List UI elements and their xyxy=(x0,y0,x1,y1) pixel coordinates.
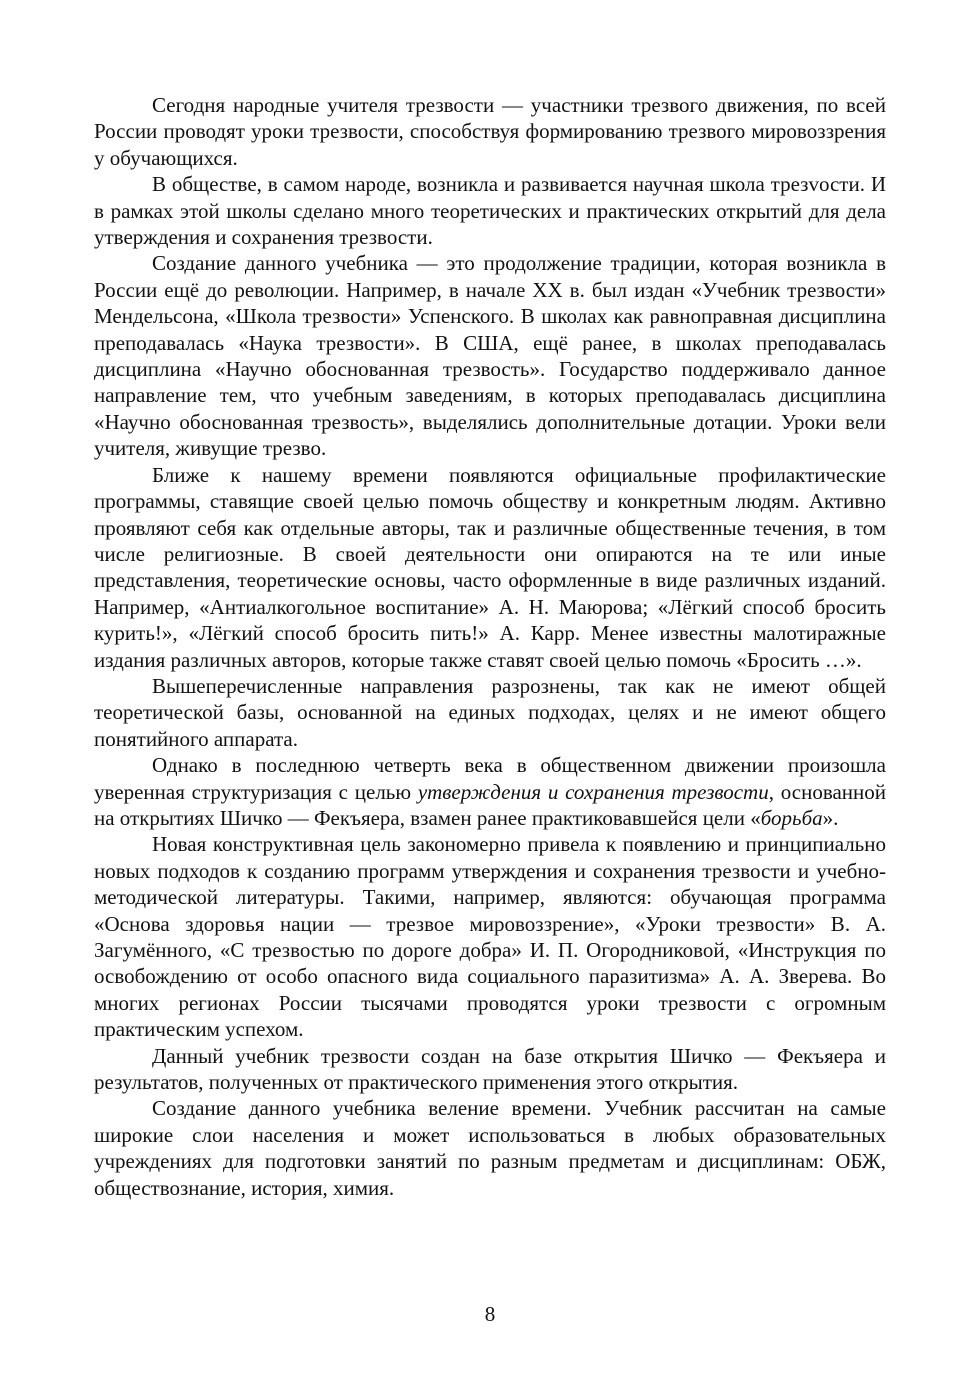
paragraph xyxy=(94,831,886,1042)
paragraph xyxy=(94,1043,886,1096)
text-segment: Ближе к нашему времени появляются официальные профилактические программы, ставящие своей целью помочь обществу и конкретным людям. Активно проявляют себя как отдельные авторы, так и различные общественные течения, в том числе религиозные. В своей деятельности они опираются на те или иные представления, теоретические основы, часто оформленные в виде различных изданий. Например, «Антиалкогольное воспитание» А. Н. Маюрова; «Лёгкий способ бросить курить!», «Лёгкий способ бросить пить!» А. Карр. Менее известны малотиражные издания различных авторов, которые также ставят своей целью помочь «Бросить …». xyxy=(94,462,886,672)
paragraph xyxy=(94,250,886,461)
paragraph xyxy=(94,1095,886,1201)
paragraph xyxy=(94,171,886,250)
paragraph xyxy=(94,752,886,831)
text-segment: В обществе, в самом народе, возникла и развивается научная школа трезvости. И в рамках этой школы сделано много теоретических и практических открытий для дела утверждения и сохранения трезвости. xyxy=(94,172,886,250)
text-segment: ». xyxy=(822,805,839,830)
text-segment: Однако в последнюю четверть века в общественном движении произошла уверенная структуризация с целью xyxy=(94,753,886,804)
paragraph xyxy=(94,462,886,673)
text-segment: Создание данного учебника веление времени. Учебник рассчитан на самые широкие слои населения и может использоваться в любых образовательных учреждениях для подготовки занятий по разным предметам и дисциплинам: ОБЖ, обществознание, история, химия. xyxy=(94,1096,886,1200)
text-segment: Новая конструктивная цель закономерно привела к появлению и принципиально новых подходов к созданию программ утверждения и сохранения трезвости и учебно-методической литературы. Такими, например, являются: обучающая программа «Основа здоровья нации — трезвое мировоззрение», «Уроки трезвости» В. А. Загумённого, «С трезвостью по дороге добра» И. П. Огородниковой, «Инструкция по освобождению от особо опасного вида социального паразитизма» А. А. Зверева. Во многих регионах России тысячами проводятся уроки трезвости с огромным практическим успехом. xyxy=(94,832,886,1042)
page-body xyxy=(94,92,886,1201)
paragraph xyxy=(94,92,886,171)
text-segment: Данный учебник трезвости создан на базе открытия Шичко — Фекъяера и результатов, полученных от практического применения этого открытия. xyxy=(94,1043,886,1095)
paragraph xyxy=(94,673,886,752)
italic-text-segment: борьба xyxy=(760,805,823,830)
text-segment: Вышеперечисленные направления разрознены, так как не имеют общей теоретической базы, основанной на единых подходах, целях и не имеют общего понятийного аппарата. xyxy=(94,673,886,751)
text-segment: Создание данного учебника — это продолжение традиции, которая возникла в России ещё до революции. Например, в начале XX в. был издан «Учебник трезвости» Мендельсона, «Школа трезвости» Успенского. В школах как равноправная дисциплина преподавалась «Наука трезвости». В США, ещё ранее, в школах преподавалась дисциплина «Научно обоснованная трезвость». Государство поддерживало данное направление тем, что учебным заведениям, в которых преподавалась дисциплина «Научно обоснованная трезвость», выделялись дополнительные дотации. Уроки вели учителя, живущие трезво. xyxy=(94,251,886,461)
text-segment: Сегодня народные учителя трезвости — участники трезвого движения, по всей России проводят уроки трезвости, способствуя формированию трезвого мировоззрения у обучающихся. xyxy=(94,93,886,170)
text-segment: , основанной на открытиях Шичко — Фекъяера, взамен ранее практиковавшейся цели « xyxy=(94,779,886,830)
page-number: 8 xyxy=(484,1302,496,1326)
italic-text-segment: утверждения и сохранения трезвости xyxy=(417,779,769,804)
